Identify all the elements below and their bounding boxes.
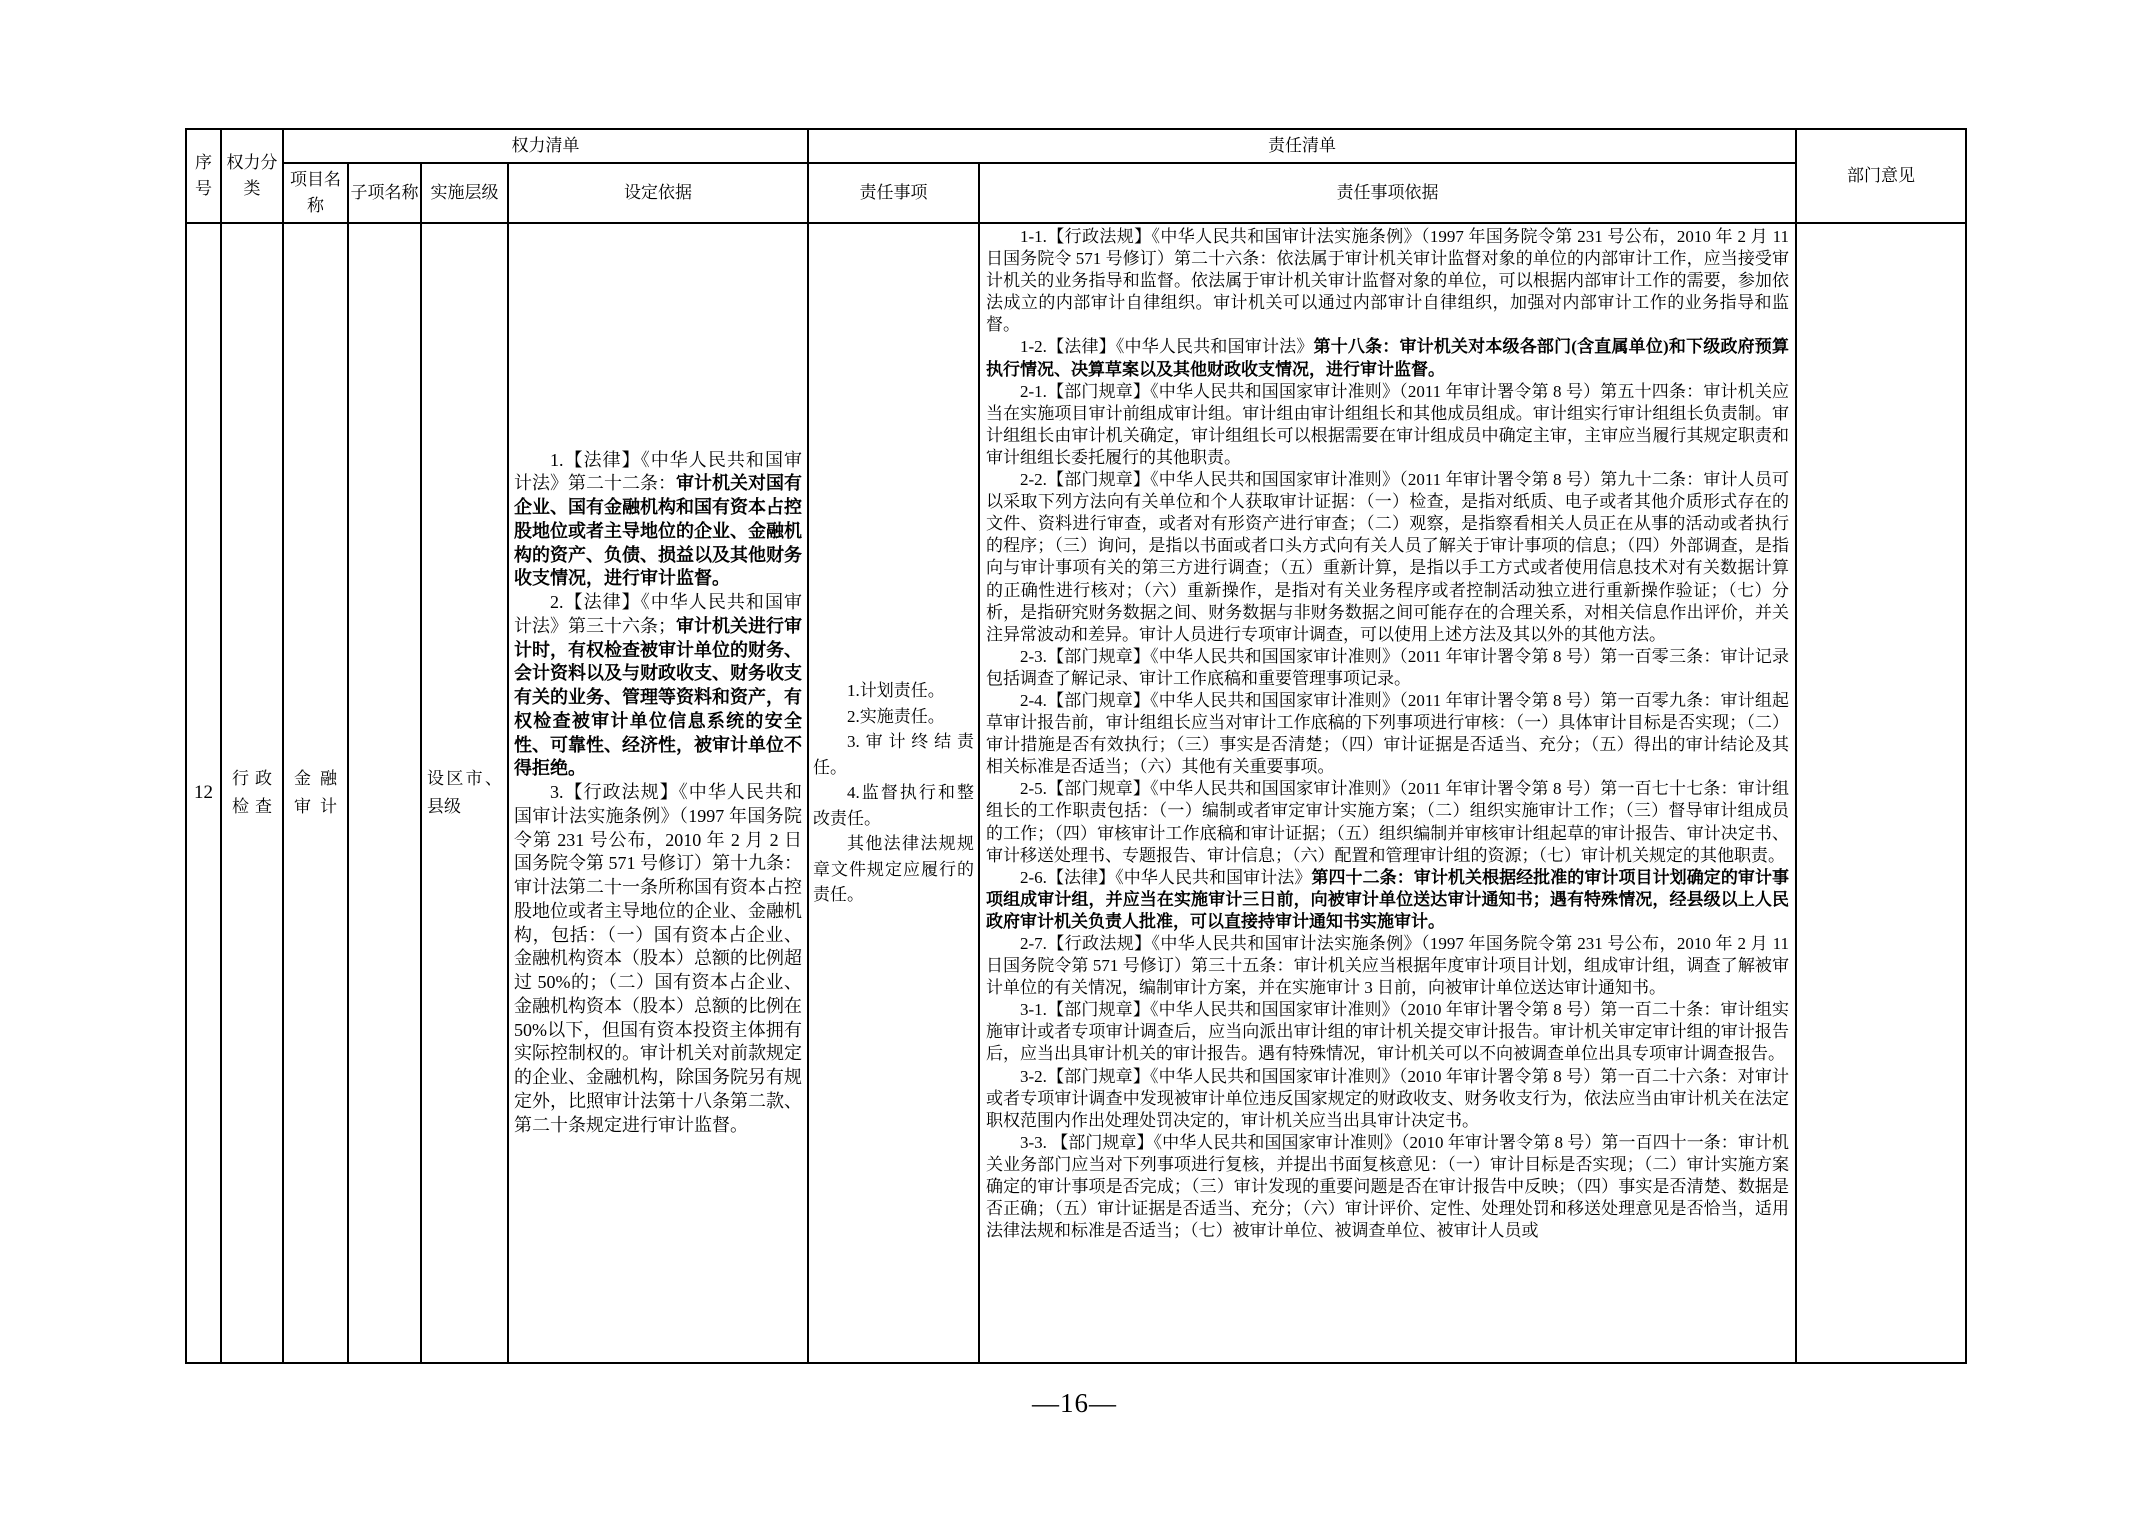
cell-responsibility-basis — [979, 223, 1796, 1363]
power-class-value: 行政检查 — [232, 768, 272, 816]
cell-seq — [186, 223, 221, 1363]
cell-impl-level — [421, 223, 508, 1363]
project-name-value: 金融审计 — [294, 768, 337, 816]
setting-basis-text: 1.【法律】《中华人民共和国审计法》第二十二条：审计机关对国有企业、国有金融机构和国有资本占控股地位或者主导地位的企业、金融机构的资产、负债、损益以及其他财务收支情况，进行审计监督。 2.【法律】《中华人民共和国审计法》第三十六条；审计机关进行审计时，有权检查被审计单位的财务、会计资料以及与财政收支、财务收支有关的业务、管理等资料和资产，有权检查被审计单位信息系统的安全性、可靠性、经济性，被审计单位不得拒绝。 3.【行政法规】《中华人民共和国审计法实施条例》（1997 年国务院令第 231 号公布，2010 年 2 月 2 日国务院令第 571 号修订）第十九条：审计法第二十一条所称国有资本占控股地位或者主导地位的企业、金融机构，包括：（一）国有资本占企业、金融机构资本（股本）总额的比例超过 50%的；（二）国有资本占企业、金融机构资本（股本）总额的比例在 50%以下，但国有资本投资主体拥有实际控制权的。审计机关对前款规定的企业、金融机构，除国务院另有规定外，比照审计法第十八条第二款、第二十条规定进行审计监督。 — [514, 449, 802, 1135]
cell-responsibility-items — [808, 223, 979, 1363]
header-power-list-group: 权力清单 — [283, 129, 808, 163]
header-setting-basis: 设定依据 — [508, 163, 808, 223]
header-department-opinion: 部门意见 — [1796, 129, 1966, 223]
header-project-name: 项目名称 — [283, 163, 348, 223]
header-seq: 序号 — [186, 129, 221, 223]
page-number: —16— — [1032, 1388, 1117, 1418]
header-impl-level: 实施层级 — [421, 163, 508, 223]
cell-subitem-name — [348, 223, 421, 1363]
table-row — [186, 223, 1966, 1363]
header-responsibility-basis: 责任事项依据 — [979, 163, 1796, 223]
responsibility-items-text: 1.计划责任。 2.实施责任。 3.审计终结责任。 4.监督执行和整改责任。 其他法律法规规章文件规定应履行的责任。 — [813, 681, 974, 905]
seq-value: 12 — [194, 782, 213, 803]
header-power-class: 权力分类 — [221, 129, 283, 223]
power-responsibility-table — [185, 128, 1967, 1364]
responsibility-basis-text: 1-1.【行政法规】《中华人民共和国审计法实施条例》（1997 年国务院令第 231 号公布，2010 年 2 月 11 日国务院令 571 号修订）第二十六条：依法属于审计机关审计监督对象的单位的内部审计工作，应当接受审计机关的业务指导和监督。依法属于审计机关审计监督对象的单位，可以根据内部审计工作的需要，参加依法成立的内部审计自律组织。审计机关可以通过内部审计自律组织，加强对内部审计工作的业务指导和监督。 1-2.【法律】《中华人民共和国审计法》第十八条：审计机关对本级各部门(含直属单位)和下级政府预算执行情况、决算草案以及其他财政收支情况，进行审计监督。 2-1.【部门规章】《中华人民共和国国家审计准则》（2011 年审计署令第 8 号）第五十四条：审计机关应当在实施项目审计前组成审计组。审计组由审计组组长和其他成员组成。审计组实行审计组组长负责制。审计组组长由审计机关确定，审计组组长可以根据需要在审计组成员中确定主审，主审应当履行其规定职责和审计组组长委托履行的其他职责。 2-2.【部门规章】《中华人民共和国国家审计准则》（2011 年审计署令第 8 号）第九十二条：审计人员可以采取下列方法向有关单位和个人获取审计证据：（一）检查，是指对纸质、电子或者其他介质形式存在的文件、资料进行审查，或者对有形资产进行审查；（二）观察，是指察看相关人员正在从事的活动或者执行的程序；（三）询问，是指以书面或者口头方式向有关人员了解关于审计事项的信息；（四）外部调查，是指向与审计事项有关的第三方进行调查；（五）重新计算，是指以手工方式或者使用信息技术对有关数据计算的正确性进行核对；（六）重新操作，是指对有关业务程序或者控制活动独立进行重新操作验证；（七）分析，是指研究财务数据之间、财务数据与非财务数据之间可能存在的合理关系，对相关信息作出评价，并关注异常波动和差异。审计人员进行专项审计调查，可以使用上述方法及其以外的其他方法。 2-3.【部门规章】《中华人民共和国国家审计准则》（2011 年审计署令第 8 号）第一百零三条：审计记录包括调查了解记录、审计工作底稿和重要管理事项记录。 2-4.【部门规章】《中华人民共和国国家审计准则》（2011 年审计署令第 8 号）第一百零九条：审计组起草审计报告前，审计组组长应当对审计工作底稿的下列事项进行审核：（一）具体审计目标是否实现；（二）审计措施是否有效执行；（三）事实是否清楚；（四）审计证据是否适当、充分；（五）得出的审计结论及其相关标准是否适当；（六）其他有关重要事项。 2-5.【部门规章】《中华人民共和国国家审计准则》（2011 年审计署令第 8 号）第一百七十七条：审计组组长的工作职责包括：（一）编制或者审定审计实施方案；（二）组织实施审计工作；（三）督导审计组成员的工作；（四）审核审计工作底稿和审计证据；（五）组织编制并审核审计组起草的审计报告、审计决定书、审计移送处理书、专题报告、审计信息；（六）配置和管理审计组的资源；（七）审计机关规定的其他职责。 2-6.【法律】《中华人民共和国审计法》第四十二条：审计机关根据经批准的审计项目计划确定的审计事项组成审计组，并应当在实施审计三日前，向被审计单位送达审计通知书；遇有特殊情况，经县级以上人民政府审计机关负责人批准，可以直接持审计通知书实施审计。 2-7.【行政法规】《中华人民共和国审计法实施条例》（1997 年国务院令第 231 号公布，2010 年 2 月 11 日国务院令第 571 号修订）第三十五条：审计机关应当根据年度审计项目计划，组成审计组，调查了解被审计单位的有关情况，编制审计方案，并在实施审计 3 日前，向被审计单位送达审计通知书。 3-1.【部门规章】《中华人民共和国国家审计准则》（2010 年审计署令第 8 号）第一百二十条：审计组实施审计或者专项审计调查后，应当向派出审计组的审计机关提交审计报告。审计机关审定审计组的审计报告后，应当出具审计机关的审计报告。遇有特殊情况，审计机关可以不向被调查单位出具专项审计调查报告。 3-2.【部门规章】《中华人民共和国国家审计准则》（2010 年审计署令第 8 号）第一百二十六条：对审计或者专项审计调查中发现被审计单位违反国家规定的财政收支、财务收支行为，依法应当由审计机关在法定职权范围内作出处理处罚决定的，审计机关应当出具审计决定书。 3-3. 【部门规章】《中华人民共和国国家审计准则》（2010 年审计署令第 8 号）第一百四十一条：审计机关业务部门应当对下列事项进行复核，并提出书面复核意见：（一）审计目标是否实现；（二）审计实施方案确定的审计事项是否完成；（三）审计发现的重要问题是否在审计报告中反映；（四）事实是否清楚、数据是否正确；（五）审计证据是否适当、充分；（六）审计评价、定性、处理处罚和移送处理意见是否恰当，适用法律法规和标准是否适当；（七）被审计单位、被调查单位、被审计人员或 — [986, 227, 1790, 1241]
cell-department-opinion — [1796, 223, 1966, 1363]
cell-project-name — [283, 223, 348, 1363]
impl-level-value: 设区市、县级 — [427, 768, 502, 816]
cell-power-class — [221, 223, 283, 1363]
cell-setting-basis — [508, 223, 808, 1363]
header-responsibility-group: 责任清单 — [808, 129, 1796, 163]
header-responsibility-items: 责任事项 — [808, 163, 979, 223]
header-subitem-name: 子项名称 — [348, 163, 421, 223]
